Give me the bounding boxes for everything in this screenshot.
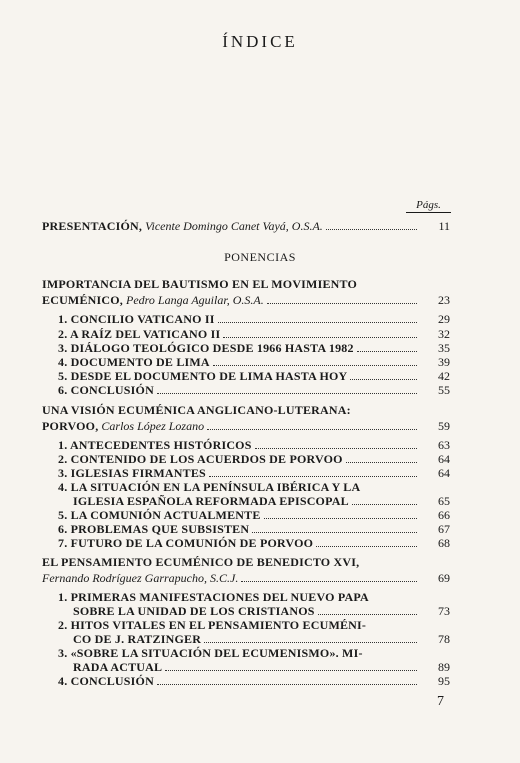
page-title: ÍNDICE [222, 32, 298, 51]
dot-leader [267, 293, 417, 304]
subentry-title: 2. A RAÍZ DEL VATICANO II [58, 327, 221, 341]
dot-leader [318, 604, 417, 615]
dot-leader [357, 341, 417, 352]
toc-subentry [58, 383, 450, 397]
toc-subentry-cont [73, 660, 450, 674]
subentry-title: 5. LA COMUNIÓN ACTUALMENTE [58, 508, 261, 522]
dot-leader [316, 536, 417, 547]
page-number: 66 [438, 508, 450, 522]
toc-entry-ponencia-2 [42, 419, 450, 433]
toc-entry-presentacion [42, 219, 450, 233]
page-number: 32 [438, 327, 450, 341]
toc-entry-ponencia-3 [42, 571, 450, 585]
toc-entry-ponencia-1-title [42, 277, 450, 291]
toc-entry-ponencia-3-title [42, 555, 450, 569]
subentry-title: 1. PRIMERAS MANIFESTACIONES DEL NUEVO PAPA [58, 590, 369, 604]
toc-subentry [58, 480, 450, 494]
dot-leader [264, 508, 417, 519]
subentry-title: 4. DOCUMENTO DE LIMA [58, 355, 210, 369]
subentry-title: 3. IGLESIAS FIRMANTES [58, 466, 206, 480]
page-number: 63 [438, 438, 450, 452]
page-number: 29 [438, 312, 450, 326]
dot-leader [165, 660, 417, 671]
subentry-title: 6. PROBLEMAS QUE SUBSISTEN [58, 522, 250, 536]
entry-title: IMPORTANCIA DEL BAUTISMO EN EL MOVIMIENTO [42, 277, 358, 291]
toc-subentry [58, 674, 450, 688]
page-number: 39 [438, 355, 450, 369]
page-number: 67 [438, 522, 450, 536]
page-number: 59 [438, 419, 450, 433]
dot-leader [350, 369, 417, 380]
toc-subentry [58, 452, 450, 466]
dot-leader [241, 571, 417, 582]
subentry-title-cont: CO DE J. RATZINGER [73, 632, 202, 646]
page-number: 11 [438, 219, 450, 233]
toc-subentry [58, 466, 450, 480]
dot-leader [346, 452, 417, 463]
page-number: 69 [438, 571, 450, 585]
toc-entry-ponencia-1 [42, 293, 450, 307]
dot-leader [157, 674, 417, 685]
entry-author: Vicente Domingo Canet Vayá, O.S.A. [145, 219, 323, 233]
page-number: 89 [438, 660, 450, 674]
toc-subentry [58, 355, 450, 369]
entry-title-cont: ECUMÉNICO, [42, 293, 124, 307]
entry-title: UNA VISIÓN ECUMÉNICA ANGLICANO-LUTERANA: [42, 403, 351, 417]
toc-subentry [58, 312, 450, 326]
page-number: 68 [438, 536, 450, 550]
subentry-title: 5. DESDE EL DOCUMENTO DE LIMA HASTA HOY [58, 369, 348, 383]
toc-subentry-cont [73, 494, 450, 508]
entry-author: Pedro Langa Aguilar, O.S.A. [126, 293, 264, 307]
entry-author: Fernando Rodríguez Garrapucho, S.C.J. [42, 571, 239, 585]
toc-subentry [58, 646, 450, 660]
toc-subentry [58, 341, 450, 355]
dot-leader [213, 355, 417, 366]
page-number: 65 [438, 494, 450, 508]
subentry-title: 2. CONTENIDO DE LOS ACUERDOS DE PORVOO [58, 452, 343, 466]
dot-leader [352, 494, 417, 505]
subentry-title: 7. FUTURO DE LA COMUNIÓN DE PORVOO [58, 536, 314, 550]
section-heading: PONENCIAS [224, 250, 296, 264]
page-number: 64 [438, 466, 450, 480]
subentry-title-cont: RADA ACTUAL [73, 660, 163, 674]
page-number: 35 [438, 341, 450, 355]
subentry-title: 4. LA SITUACIÓN EN LA PENÍNSULA IBÉRICA Y LA [58, 480, 361, 494]
subentry-title: 4. CONCLUSIÓN [58, 674, 154, 688]
toc-subentry-cont [73, 604, 450, 618]
dot-leader [209, 466, 417, 477]
dot-leader [204, 632, 417, 643]
toc-subentry [58, 536, 450, 550]
dot-leader [255, 438, 417, 449]
toc-subentry [58, 590, 450, 604]
subentry-title: 6. CONCLUSIÓN [58, 383, 154, 397]
entry-title-cont: PORVOO, [42, 419, 99, 433]
toc-subentry [58, 508, 450, 522]
dot-leader [252, 522, 417, 533]
toc-subentry [58, 522, 450, 536]
subentry-title: 3. «SOBRE LA SITUACIÓN DEL ECUMENISMO». MI- [58, 646, 363, 660]
dot-leader [218, 312, 417, 323]
page-number: 73 [438, 604, 450, 618]
page-number: 95 [438, 674, 450, 688]
page-number: 42 [438, 369, 450, 383]
page-number: 23 [438, 293, 450, 307]
toc-subentry-cont [73, 632, 450, 646]
toc-entry-ponencia-2-title [42, 403, 450, 417]
entry-author: Carlos López Lozano [101, 419, 205, 433]
subentry-title: 2. HITOS VITALES EN EL PENSAMIENTO ECUMÉNI- [58, 618, 367, 632]
dot-leader [157, 383, 417, 394]
pages-column-label: Págs. [406, 199, 451, 213]
page-number: 55 [438, 383, 450, 397]
entry-title: PRESENTACIÓN, [42, 219, 143, 233]
dot-leader [326, 219, 417, 230]
subentry-title: 3. DIÁLOGO TEOLÓGICO DESDE 1966 HASTA 1982 [58, 341, 354, 355]
toc-subentry [58, 618, 450, 632]
subentry-title: 1. ANTECEDENTES HISTÓRICOS [58, 438, 252, 452]
page-number: 78 [438, 632, 450, 646]
toc-subentry [58, 438, 450, 452]
dot-leader [223, 327, 417, 338]
dot-leader [207, 419, 417, 430]
subentry-title: 1. CONCILIO VATICANO II [58, 312, 215, 326]
entry-title: EL PENSAMIENTO ECUMÉNICO DE BENEDICTO XVI, [42, 555, 360, 569]
toc-subentry [58, 327, 450, 341]
toc-subentry [58, 369, 450, 383]
subentry-title-cont: SOBRE LA UNIDAD DE LOS CRISTIANOS [73, 604, 315, 618]
page-folio: 7 [437, 694, 444, 709]
page-number: 64 [438, 452, 450, 466]
subentry-title-cont: IGLESIA ESPAÑOLA REFORMADA EPISCOPAL [73, 494, 349, 508]
